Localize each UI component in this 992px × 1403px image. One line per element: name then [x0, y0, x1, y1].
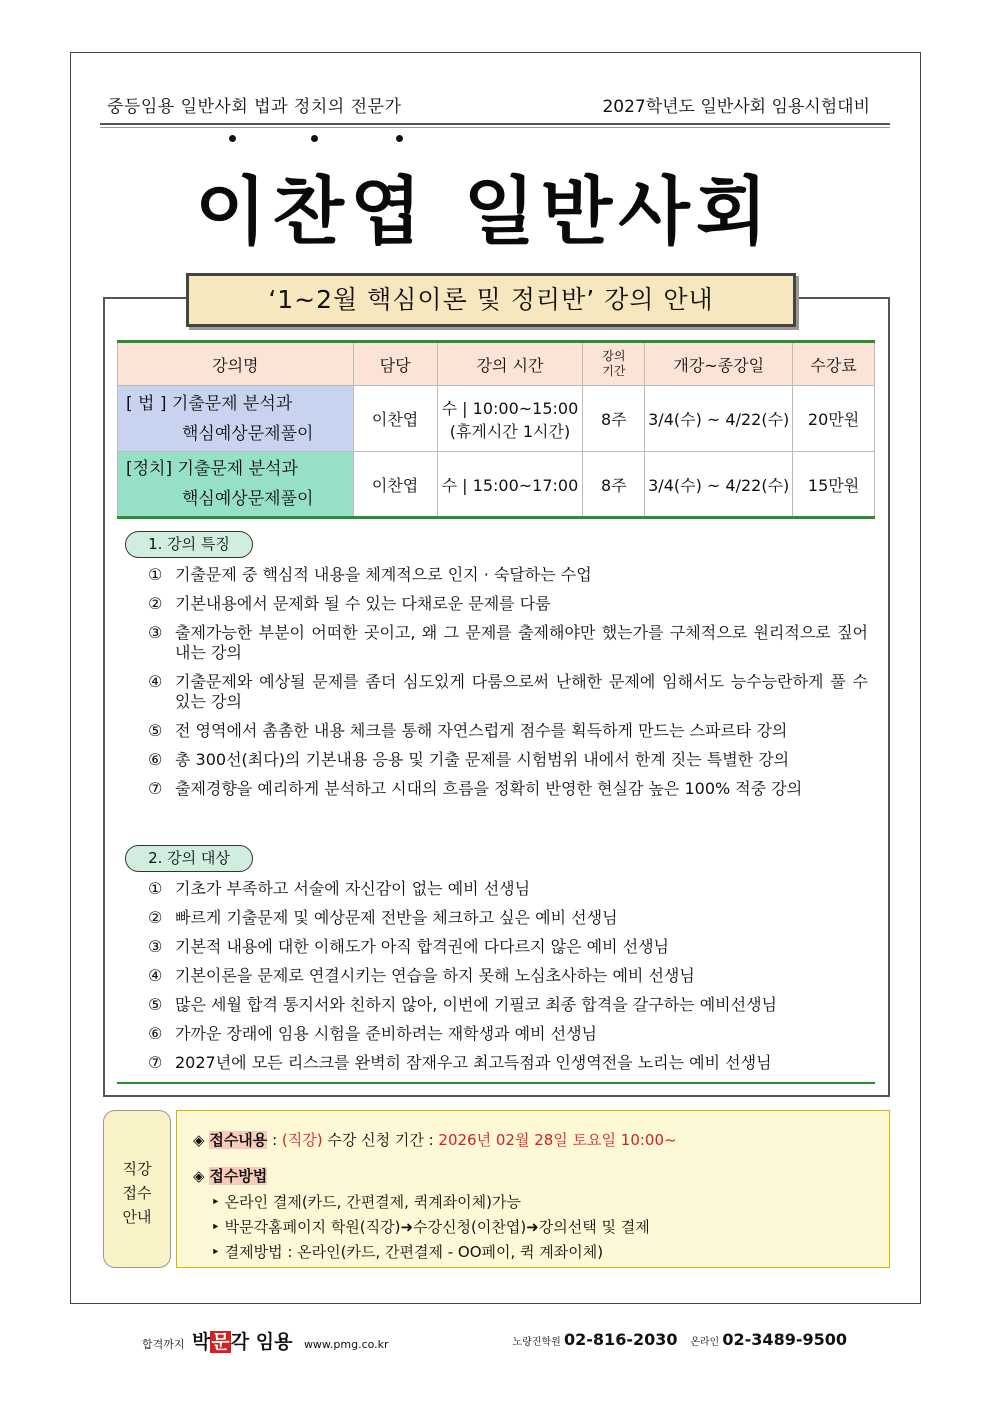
signup-content-line: ◈ 접수내용 : (직강) 수강 신청 기간 : 2026년 02월 28일 토요일 10:00~	[193, 1131, 677, 1149]
list-item: ⑥ 가까운 장래에 임용 시험을 준비하려는 재학생과 예비 선생님	[148, 1024, 598, 1043]
online-label: 온라인	[690, 1337, 720, 1348]
list-item: ⑤ 전 영역에서 촘촘한 내용 체크를 통해 자연스럽게 점수를 획득하게 만드는 스파르타 강의	[148, 721, 788, 740]
table-row	[118, 386, 875, 452]
col-fee: 수강료	[793, 342, 875, 386]
table-row	[118, 452, 875, 518]
target-list	[148, 879, 868, 1082]
col-course-name: 강의명	[118, 342, 354, 386]
schedule-table	[117, 340, 875, 519]
dates-cell: 3/4(수) ~ 4/22(수)	[645, 452, 793, 518]
instructor-name: 이찬엽	[195, 169, 428, 255]
list-item: ⑦ 출제경향을 예리하게 분석하고 시대의 흐름을 정확히 반영한 현실감 높은 100% 적중 강의	[148, 779, 803, 798]
list-item: ④ 기본이론을 문제로 연결시키는 연습을 하지 못해 노심초사하는 예비 선생님	[148, 966, 695, 985]
footer-brand	[142, 1327, 389, 1354]
time-cell: 수 | 15:00~17:00	[437, 452, 583, 518]
course-name: [ 법 ] 기출문제 분석과 핵심예상문제풀이	[118, 386, 354, 452]
course-banner: ‘1~2월 핵심이론 및 정리반’ 강의 안내	[186, 273, 796, 327]
section-divider	[117, 1082, 875, 1084]
section-target-title: 2. 강의 대상	[125, 845, 253, 872]
table-header-row	[118, 342, 875, 386]
list-item: ⑦ 2027년에 모든 리스크를 완벽히 잠재우고 최고득점과 인생역전을 노리는 예비 선생님	[148, 1053, 772, 1072]
brand-logo: 박문각 임용	[192, 1331, 293, 1353]
signup-method-item: ‣ 온라인 결제(카드, 간편결제, 퀵계좌이체)가능	[211, 1193, 521, 1211]
signup-date: 2026년 02월 28일 토요일 10:00~	[438, 1131, 677, 1149]
list-item: ③ 출제가능한 부분이 어떠한 곳이고, 왜 그 문제를 출제해야만 했는가를 구체적으로 원리적으로 짚어내는 강의	[148, 623, 868, 662]
diamond-icon: ◈	[193, 1167, 205, 1185]
academy-label: 노량진학원	[512, 1337, 561, 1348]
course-name: [정치] 기출문제 분석과 핵심예상문제풀이	[118, 452, 354, 518]
list-item: ④ 기출문제와 예상될 문제를 좀더 심도있게 다룸으로써 난해한 문제에 임해서도 능수능란하게 풀 수 있는 강의	[148, 672, 868, 711]
signup-info-box	[176, 1110, 890, 1268]
footer-slogan: 합격까지	[142, 1338, 185, 1351]
emphasis-dot	[229, 135, 236, 142]
footer-contacts	[513, 1330, 847, 1349]
signup-side-tag: 직강 접수 안내	[103, 1110, 171, 1268]
signup-method-item: ‣ 박문각홈페이지 학원(직강)➜수강신청(이찬엽)➜강의선택 및 결제	[211, 1218, 650, 1236]
list-item: ⑤ 많은 세월 합격 통지서와 친하지 않아, 이번에 기필코 최종 합격을 갈구하는 예비선생님	[148, 995, 777, 1014]
section-features-title: 1. 강의 특징	[125, 531, 253, 558]
col-dates: 개강~종강일	[645, 342, 793, 386]
emphasis-dot	[311, 135, 318, 142]
list-item: ① 기출문제 중 핵심적 내용을 체계적으로 인지 · 숙달하는 수업	[148, 565, 592, 584]
list-item: ① 기초가 부족하고 서술에 자신감이 없는 예비 선생님	[148, 879, 531, 898]
subject-name: 일반사회	[463, 169, 774, 255]
list-item: ② 기본내용에서 문제화 될 수 있는 다채로운 문제를 다룸	[148, 594, 551, 613]
page-title	[195, 153, 773, 259]
col-teacher: 담당	[353, 342, 437, 386]
emphasis-dot	[396, 135, 403, 142]
dates-cell: 3/4(수) ~ 4/22(수)	[645, 386, 793, 452]
online-phone: 02-3489-9500	[722, 1330, 847, 1349]
header-right: 2027학년도 일반사회 임용시험대비	[602, 97, 870, 117]
signup-method-label: 접수방법	[209, 1167, 268, 1185]
fee-cell: 15만원	[793, 452, 875, 518]
header-divider-thin	[100, 127, 890, 128]
features-list	[148, 565, 868, 808]
diamond-icon: ◈	[193, 1131, 205, 1149]
header-left: 중등임용 일반사회 법과 정치의 전문가	[107, 97, 402, 117]
teacher-cell: 이찬엽	[353, 386, 437, 452]
footer-website-link[interactable]: www.pmg.co.kr	[303, 1338, 389, 1351]
header-divider	[100, 123, 890, 125]
col-time: 강의 시간	[437, 342, 583, 386]
fee-cell: 20만원	[793, 386, 875, 452]
period-cell: 8주	[583, 386, 645, 452]
time-cell: 수 | 10:00~15:00 (휴게시간 1시간)	[437, 386, 583, 452]
signup-content-tag: (직강)	[281, 1131, 323, 1149]
title-block	[0, 135, 992, 255]
list-item: ② 빠르게 기출문제 및 예상문제 전반을 체크하고 싶은 예비 선생님	[148, 908, 618, 927]
signup-content-label: 접수내용	[209, 1131, 268, 1149]
signup-method-line	[193, 1165, 267, 1186]
signup-method-item: ‣ 결제방법 : 온라인(카드, 간편결제 - OO페이, 퀵 계좌이체)	[211, 1243, 604, 1261]
col-period: 강의 기간	[583, 342, 645, 386]
list-item: ③ 기본적 내용에 대한 이해도가 아직 합격권에 다다르지 않은 예비 선생님	[148, 937, 669, 956]
list-item: ⑥ 총 300선(최다)의 기본내용 응용 및 기출 문제를 시험범위 내에서 한계 짓는 특별한 강의	[148, 750, 790, 769]
academy-phone: 02-816-2030	[564, 1330, 678, 1349]
teacher-cell: 이찬엽	[353, 452, 437, 518]
period-cell: 8주	[583, 452, 645, 518]
